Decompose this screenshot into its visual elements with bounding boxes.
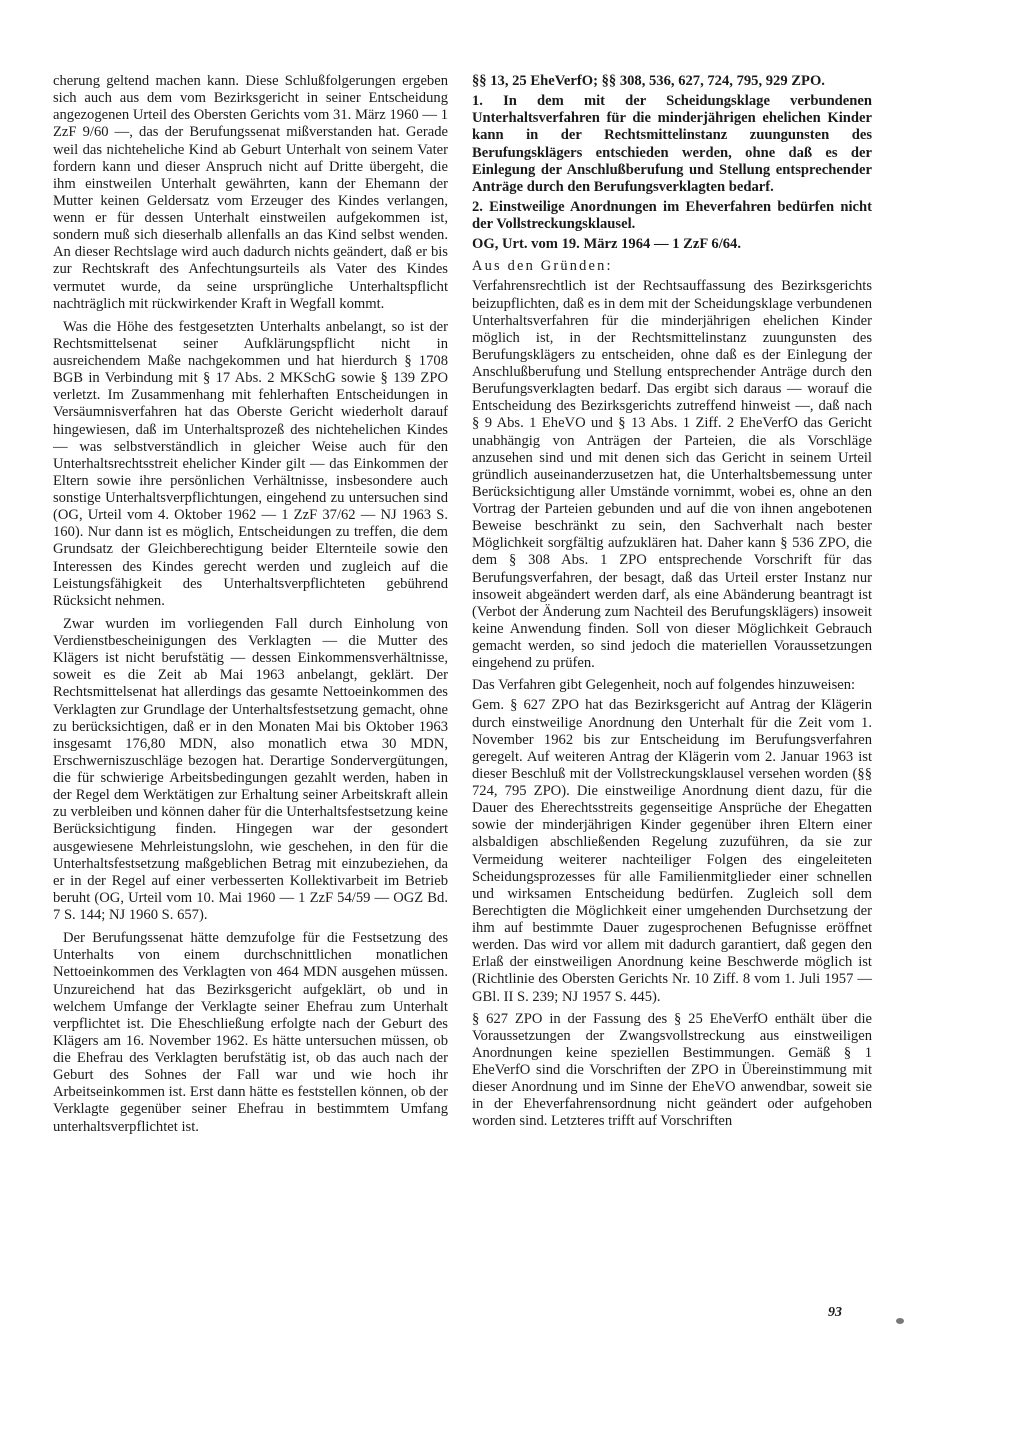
paragraph: Verfahrensrechtlich ist der Rechtsauffassung des Bezirksgerichts beizupflichten, daß es in dem mit der Scheidungsklage verbundenen Unterhaltsverfahren für die minderjährigen ehelichen Kinder möglich ist, in der Rechtsmittelinstanz zuungunsten des Berufungsklägers zu entscheiden, ohne daß es der Einlegung der Anschlußberufung und Stellung entsprechender Anträge durch den Berufungsverklagten bedarf. Das ergibt sich daraus — worauf die Entscheidung des Bezirksgerichts zutreffend hinweist —, daß nach § 9 Abs. 1 EheVO und § 13 Abs. 1 Ziff. 2 EheVerfO das Gericht unabhängig von Anträgen der Parteien, die als Vorschläge anzusehen sind und mit denen sich das Gericht in seinem Urteil gründlich auseinanderzusetzen hat, die Unterhaltsbemessung unter Berücksichtigung aller Umstände vornimmt, wobei es, ohne an den Vortrag der Parteien gebunden und auf die von ihnen angebotenen Beweise beschränkt zu sein, den Sachverhalt nach bester Möglichkeit sorgfältig aufzuklären hat. Daher kann § 536 ZPO, die dem § 308 Abs. 1 ZPO entsprechende Vorschrift für das Berufungsverfahren, der besagt, daß das Urteil erster Instanz nur insoweit abgeändert werden darf, als eine Abänderung beantragt ist (Verbot der Änderung zum Nachteil des Berufungsklägers) insoweit keine Anwendung finden. Soll von dieser Möglichkeit Gebrauch gemacht werden, so sind jedoch die materiellen Voraussetzungen eingehend zu prüfen. [472,278,872,672]
paragraph: Gem. § 627 ZPO hat das Bezirksgericht auf Antrag der Klägerin durch einstweilige Anordnung den Unterhalt für die Zeit vom 1. November 1962 bis zur Entscheidung im Berufungsverfahren geregelt. Auf weiteren Antrag der Klägerin vom 2. Januar 1963 ist dieser Beschluß mit der Vollstreckungsklausel versehen worden (§§ 724, 795 ZPO). Die einstweilige Anordnung dient dazu, für die Dauer des Eherechtsstreits gegenseitige Ansprüche der Ehegatten sowie der minderjährigen Kinder gegenüber ihren Eltern einer alsbaldigen abschließenden Regelung zuzuführen, da sie zur Vermeidung weiterer nachteiliger Folgen des eingeleiteten Scheidungsprozesses für alle Familienmitglieder einer schnellen und wirksamen Entscheidung bedürfen. Zugleich soll dem Berechtigten die Möglichkeit einer umgehenden Durchsetzung der ihm auf bestimmte Dauer zugesprochenen Befugnisse eröffnet werden. Das wird vor allem mit dadurch garantiert, daß gegen den Erlaß der einstweiligen Anordnung keine Beschwerde möglich ist (Richtlinie des Obersten Gerichts Nr. 10 Ziff. 8 vom 1. Juli 1957 — GBl. II S. 239; NJ 1957 S. 445). [472,697,872,1005]
court-reference: OG, Urt. vom 19. März 1964 — 1 ZzF 6/64. [472,236,741,253]
right-column [472,73,872,1136]
paragraph: Das Verfahren gibt Gelegenheit, noch auf folgendes hinzuweisen: [472,677,856,694]
paper-speck [896,1318,904,1324]
paragraph: § 627 ZPO in der Fassung des § 25 EheVerfO enthält über die Voraussetzungen der Zwangsvollstreckung aus einstweiligen Anordnungen keine speziellen Bestimmungen. Gemäß § 1 EheVerfO sind die Vorschriften der ZPO in Übereinstimmung mit dieser Anordnung und im Sinne der EheVO anwendbar, soweit sie in der Eheverfahrensordnung nicht geändert oder aufgehoben worden sind. Letzteres trifft auf Vorschriften [472,1010,872,1130]
statute-citation: §§ 13, 25 EheVerfO; §§ 308, 536, 627, 724, 795, 929 ZPO. [472,73,825,89]
paragraph: cherung geltend machen kann. Diese Schlußfolgerungen ergeben sich auch aus dem vom Bezirksgericht in seiner Entscheidung angezogenen Urteil des Obersten Gerichts vom 31. März 1960 — 1 ZzF 9/60 —, das der Berufungssenat mißverstanden hat. Gerade weil das nichteheliche Kind ab Geburt Unterhalt von seinem Vater fordern kann und dieser Anspruch nicht auf Dritte übergeht, die ihm einstweilen Unterhalt gewährten, kann der Ehemann der Mutter keinen Geldersatz vom Erzeuger des Kindes verlangen, wenn er für dessen Unterhalt einstweilen aufgekommen ist, sondern muß sich dieserhalb allenfalls an das Kind selbst wenden. An dieser Rechtslage wird auch dadurch nichts geändert, daß er bis zur Rechtskraft des Anfechtungsurteils als Vater des Kindes vermutet wurde, da seine ursprüngliche Unterhaltspflicht nachträglich mit rückwirkender Kraft in Wegfall kommt. [53,73,448,312]
headnote-2: 2. Einstweilige Anordnungen im Eheverfahren bedürfen nicht der Vollstreckungsklausel. [472,198,872,232]
paragraph: Was die Höhe des festgesetzten Unterhalts anbelangt, so ist der Rechtsmittelsenat seiner Aufklärungspflicht nicht in ausreichendem Maße nachgekommen und hat hierdurch § 1708 BGB in Verbindung mit § 17 Abs. 2 MKSchG sowie § 139 ZPO verletzt. Im Zusammenhang mit fehlerhaften Entscheidungen in Versäumnisverfahren hat das Oberste Gericht wiederholt darauf hingewiesen, daß im Unterhaltsprozeß des nichtehelichen Kindes — was selbstverständlich in gleicher Weise auch für den Unterhaltsrechtsstreit ehelicher Kinder gilt — das Einkommen der Eltern sowie ihre persönlichen Verhältnisse, insbesondere auch sonstige Unterhaltsverpflichtungen, eingehend zu untersuchen sind (OG, Urteil vom 4. Oktober 1962 — 1 ZzF 37/62 — NJ 1963 S. 160). Nur dann ist es möglich, Entscheidungen zu treffen, die dem Grundsatz der Gleichberechtigung beider Elternteile sowie den Interessen des Kindes gerecht werden und zugleich auf die Leistungsfähigkeit des Unterhaltsverpflichteten gebührend Rücksicht nehmen. [53,318,448,609]
reasons-heading: Aus den Gründen: [472,258,613,275]
paragraph: Der Berufungssenat hätte demzufolge für die Festsetzung des Unterhalts von einem durchschnittlichen monatlichen Nettoeinkommen des Verklagten von 464 MDN ausgehen müssen. Unzureichend hat das Bezirksgericht aufgeklärt, ob und in welchem Umfange der Verklagte seiner Ehefrau zum Unterhalt verpflichtet ist. Die Eheschließung erfolgte nach der Geburt des Klägers am 16. November 1962. Es hätte untersuchen müssen, ob die Ehefrau des Verklagten berufstätig ist, ob das auch nach der Geburt des Sohnes der Fall war und wie hoch ihr Arbeitseinkommen ist. Erst dann hätte es feststellen können, ob der Verklagte gegenüber seiner Ehefrau in bestimmtem Umfang unterhaltsverpflichtet ist. [53,930,448,1135]
page-number: 93 [828,1305,842,1320]
paragraph: Zwar wurden im vorliegenden Fall durch Einholung von Verdienstbescheinigungen des Verklagten — die Mutter des Klägers ist nicht berufstätig — dessen Einkommensverhältnisse, soweit es die Zeit ab Mai 1963 anbelangt, geklärt. Der Rechtsmittelsenat hat allerdings das gesamte Nettoeinkommen des Verklagten zur Grundlage der Unterhaltsfestsetzung gemacht, ohne zu berücksichtigen, daß er in den Monaten Mai bis Oktober 1963 insgesamt 176,80 MDN, also monatlich etwa 30 MDN, Erschwerniszuschläge bezogen hat. Derartige Sondervergütungen, die für schwierige Arbeitsbedingungen gezahlt werden, haben in der Regel dem Werktätigen zur Erhaltung seiner Arbeitskraft allein zu verbleiben und können daher für die Unterhaltsfestsetzung keine Berücksichtigung finden. Hingegen war der gesondert ausgewiesene Mehrleistungslohn, wie geschehen, in den für die Unterhaltsfestsetzung maßgeblichen Betrag mit einzubeziehen, da er in der Regel auf einer verbesserten Kollektivarbeit im Betrieb beruht (OG, Urteil vom 10. Mai 1960 — 1 ZzF 54/59 — OGZ Bd. 7 S. 144; NJ 1960 S. 657). [53,615,448,923]
headnote-1: 1. In dem mit der Scheidungsklage verbundenen Unterhaltsverfahren für die minderjährigen ehelichen Kinder kann in der Rechtsmittelinstanz zuungunsten des Berufungsklägers entschieden werden, ohne daß es der Einlegung der Anschlußberufung und Stellung entsprechender Anträge durch den Berufungsverklagten bedarf. [472,93,872,195]
left-column [53,73,448,1140]
